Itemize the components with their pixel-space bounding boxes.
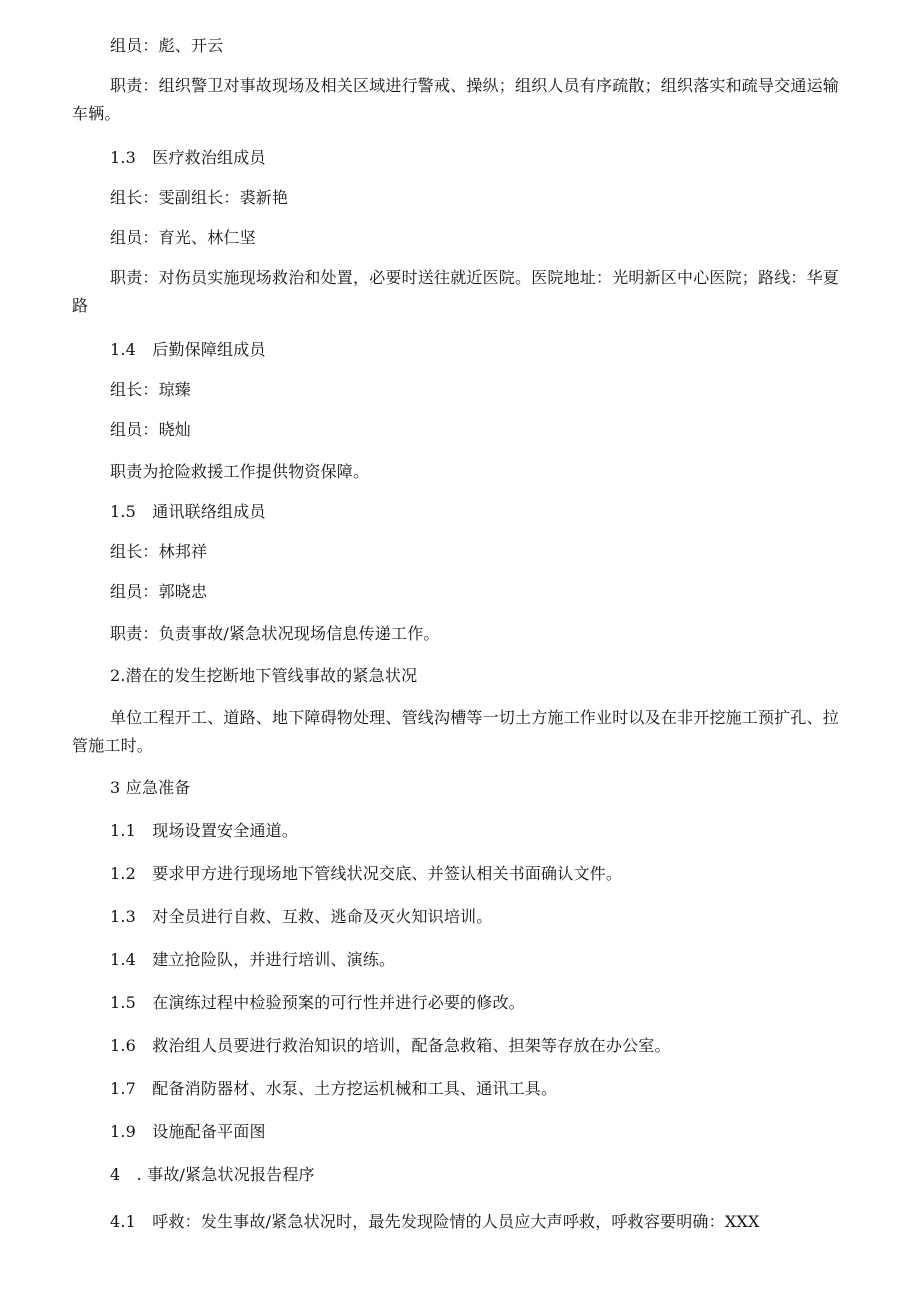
- communication-members-line: 组员：郭晓忠: [110, 582, 208, 601]
- section-heading-potential-emergency: 2.潜在的发生挖断地下管线事故的紧急状况: [110, 666, 418, 685]
- duty-line-communication: 职责：负责事故/紧急状况现场信息传递工作。: [110, 624, 440, 643]
- medical-members-line: 组员：育光、林仁坚: [110, 228, 256, 247]
- duty-line-logistics: 职责为抢险救援工作提供物资保障。: [110, 462, 370, 481]
- prep-item-1-7: 1.7 配备消防器材、水泵、土方挖运机械和工具、通讯工具。: [110, 1079, 558, 1098]
- section-heading-communication: 1.5 通讯联络组成员: [110, 502, 266, 521]
- paragraph-potential-emergency: 单位工程开工、道路、地下障碍物处理、管线沟槽等一切土方施工作业时以及在非开挖施工预扩孔、拉管施工时。: [72, 708, 840, 755]
- section-heading-report-procedure: 4 . 事故/紧急状况报告程序: [110, 1165, 315, 1184]
- prep-item-1-3: 1.3 对全员进行自救、互救、逃命及灭火知识培训。: [110, 907, 493, 926]
- communication-leader-line: 组长：林邦祥: [110, 542, 208, 561]
- duty-paragraph-security: 职责：组织警卫对事故现场及相关区域进行警戒、操纵；组织人员有序疏散；组织落实和疏导交通运输车辆。: [72, 76, 840, 123]
- report-item-4-1: 4.1 呼救：发生事故/紧急状况时，最先发现险情的人员应大声呼救，呼救容要明确：XXX: [110, 1212, 760, 1231]
- section-heading-logistics: 1.4 后勤保障组成员: [110, 340, 266, 359]
- prep-item-1-5: 1.5 在演练过程中检验预案的可行性并进行必要的修改。: [110, 993, 525, 1012]
- prep-item-1-6: 1.6 救治组人员要进行救治知识的培训，配备急救箱、担架等存放在办公室。: [110, 1036, 671, 1055]
- prep-item-1-4: 1.4 建立抢险队，并进行培训、演练。: [110, 950, 396, 969]
- section-heading-preparation: 3 应急准备: [110, 778, 191, 797]
- prep-item-1-9: 1.9 设施配备平面图: [110, 1122, 266, 1141]
- logistics-leader-line: 组长：琼臻: [110, 380, 192, 399]
- prep-item-1-2: 1.2 要求甲方进行现场地下管线状况交底、并签认相关书面确认文件。: [110, 864, 623, 883]
- section-heading-medical: 1.3 医疗救治组成员: [110, 148, 266, 167]
- logistics-members-line: 组员：晓灿: [110, 420, 192, 439]
- medical-leader-line: 组长：雯副组长：裘新艳: [110, 188, 289, 207]
- prep-item-1-1: 1.1 现场设置安全通道。: [110, 821, 299, 840]
- team-members-line: 组员：彪、开云: [110, 36, 224, 55]
- duty-paragraph-medical: 职责：对伤员实施现场救治和处置，必要时送往就近医院。医院地址：光明新区中心医院；路线：华夏路: [72, 268, 840, 315]
